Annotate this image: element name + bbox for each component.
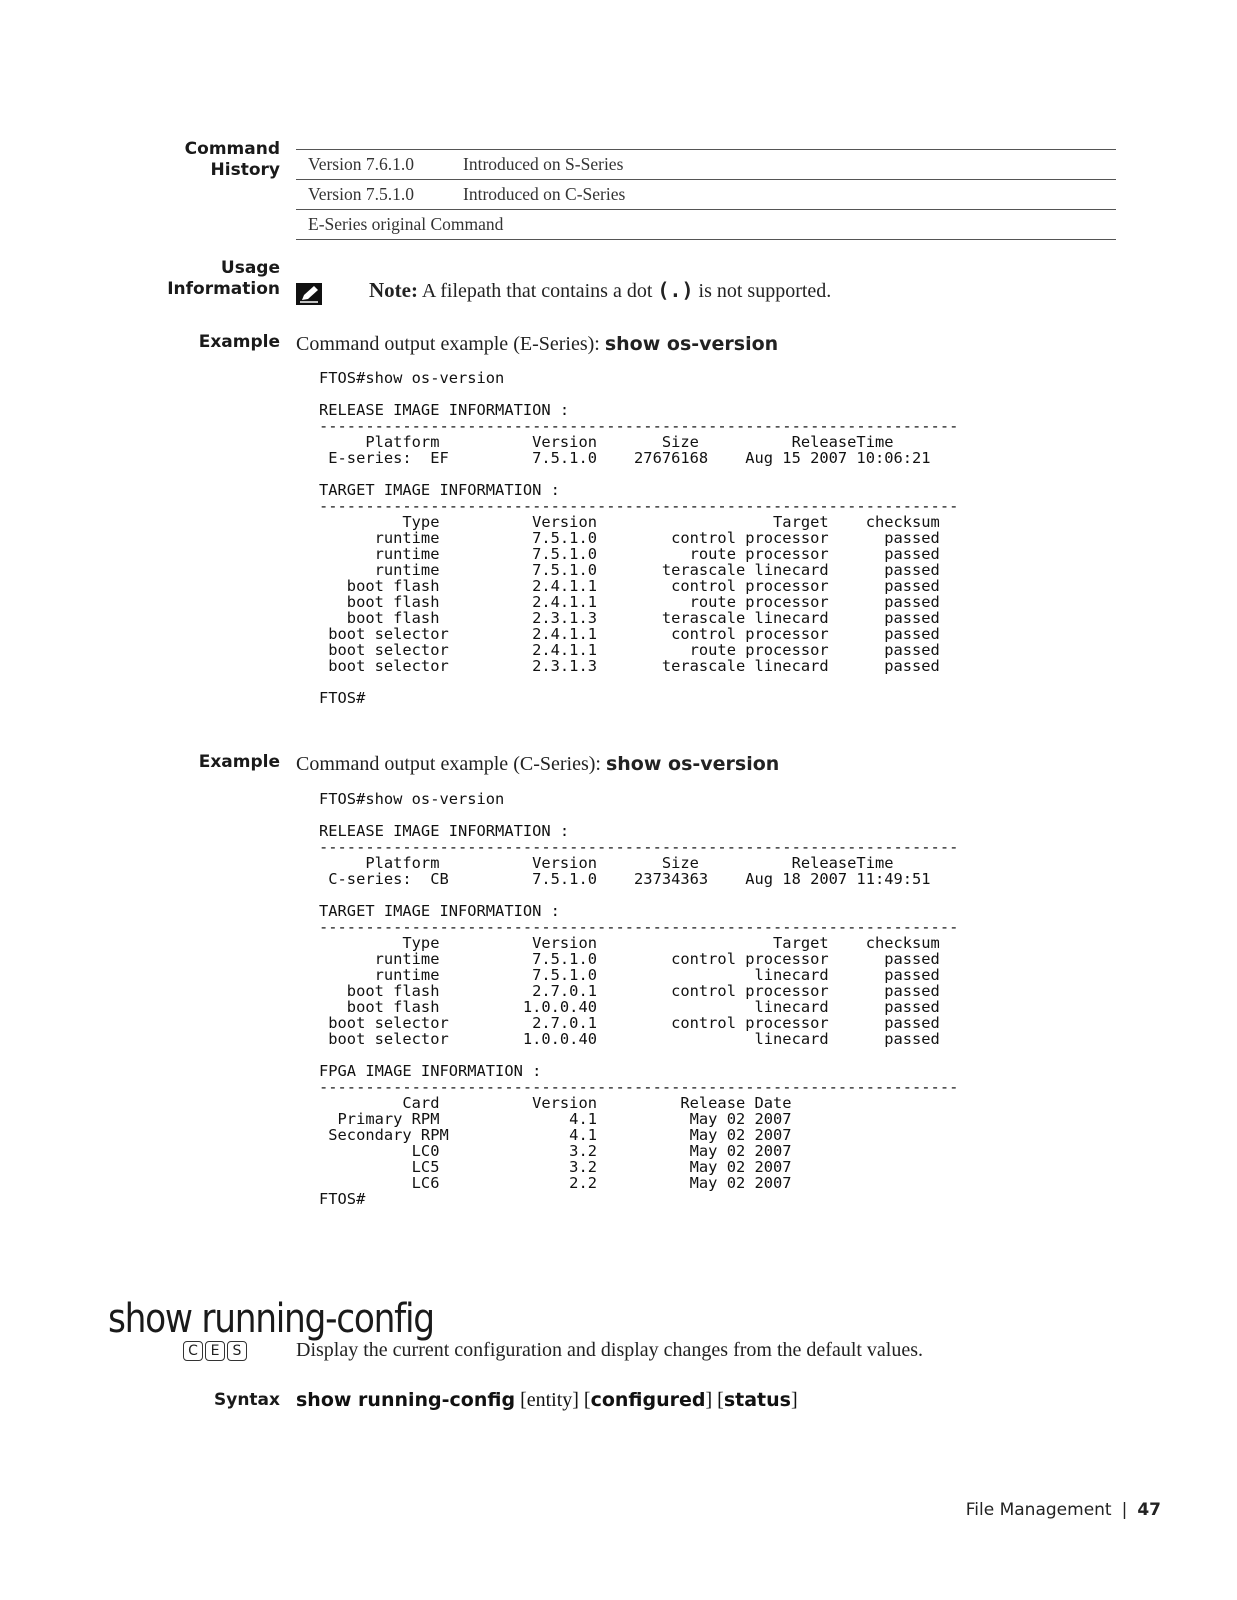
- page-footer: [966, 1500, 1161, 1520]
- usage-label-line2: Information: [167, 279, 280, 299]
- command-history-row: [296, 150, 1116, 180]
- platform-badge-e: E: [205, 1341, 225, 1361]
- note-pencil-icon: [296, 283, 322, 305]
- history-description: Introduced on S-Series: [463, 154, 624, 174]
- example-c-intro-text: Command output example (C-Series):: [296, 753, 606, 775]
- syntax-status: status: [723, 1389, 791, 1411]
- syntax-command: show running-config: [296, 1389, 516, 1411]
- platform-badges: [183, 1341, 247, 1361]
- syntax-bracket-close: ]: [790, 1389, 798, 1411]
- syntax-entity: [entity] [: [515, 1389, 591, 1411]
- syntax-bracket: ] [: [705, 1389, 724, 1411]
- usage-information-label: [167, 258, 280, 300]
- note-text: [369, 278, 831, 303]
- note-dot: (.): [657, 278, 694, 302]
- usage-label-line1: Usage: [220, 258, 280, 278]
- example-e-intro: [296, 333, 778, 356]
- example-label: Example: [198, 752, 280, 772]
- command-history-label: [185, 139, 280, 181]
- footer-page-number: 47: [1137, 1500, 1161, 1520]
- example-c-command: show os-version: [605, 753, 780, 775]
- command-history-label-line2: History: [210, 160, 280, 180]
- history-version: Version 7.5.1.0: [308, 184, 414, 204]
- section-description: Display the current configuration and display changes from the default values.: [296, 1339, 924, 1361]
- example-c-output: FTOS#show os-version RELEASE IMAGE INFORMATION : --------------------------------------------------------------------- Platform Version Size ReleaseTime C-series: CB 7.5.1.0 23734363 Aug 18 2007 11:49:51 TARGET IMAGE INFORMATION : --------------------------------------------------------------------- Type Version Target checksum runtime 7.5.1.0 control processor passed runtime 7.5.1.0 linecard passed boot flash 2.7.0.1 control processor passed boot flash 1.0.0.40 linecard passed boot selector 2.7.0.1 control processor passed boot selector 1.0.0.40 linecard passed FPGA IMAGE INFORMATION : --------------------------------------------------------------------- Card Version Release Date Primary RPM 4.1 May 02 2007 Secondary RPM 4.1 May 02 2007 LC0 3.2 May 02 2007 LC5 3.2 May 02 2007 LC6 2.2 May 02 2007 FTOS#: [319, 790, 959, 1208]
- example-label: Example: [198, 332, 280, 352]
- footer-chapter: File Management: [965, 1500, 1112, 1520]
- note-text-before: A filepath that contains a dot: [417, 280, 658, 302]
- note-label: Note:: [369, 278, 418, 302]
- history-version: E-Series original Command: [308, 214, 504, 234]
- command-history-label-line1: Command: [184, 139, 280, 159]
- syntax-label: Syntax: [214, 1390, 280, 1410]
- example-e-command: show os-version: [604, 333, 779, 355]
- example-c-intro: [296, 753, 779, 776]
- syntax-configured: configured: [590, 1389, 706, 1411]
- section-title: show running-config: [108, 1296, 434, 1342]
- example-e-intro-text: Command output example (E-Series):: [296, 333, 605, 355]
- command-history-table: [296, 149, 1116, 240]
- command-history-row: [296, 180, 1116, 210]
- note-text-after: is not supported.: [693, 280, 832, 302]
- example-e-output: FTOS#show os-version RELEASE IMAGE INFORMATION : --------------------------------------------------------------------- Platform Version Size ReleaseTime E-series: EF 7.5.1.0 27676168 Aug 15 2007 10:06:21 TARGET IMAGE INFORMATION : --------------------------------------------------------------------- Type Version Target checksum runtime 7.5.1.0 control processor passed runtime 7.5.1.0 route processor passed runtime 7.5.1.0 terascale linecard passed boot flash 2.4.1.1 control processor passed boot flash 2.4.1.1 route processor passed boot flash 2.3.1.3 terascale linecard passed boot selector 2.4.1.1 control processor passed boot selector 2.4.1.1 route processor passed boot selector 2.3.1.3 terascale linecard passed FTOS#: [319, 369, 959, 707]
- history-description: Introduced on C-Series: [463, 184, 626, 204]
- platform-badge-s: S: [227, 1341, 247, 1361]
- syntax-line: [296, 1389, 798, 1412]
- platform-badge-c: C: [183, 1341, 203, 1361]
- footer-separator: |: [1121, 1500, 1128, 1520]
- command-history-row: [296, 210, 1116, 240]
- history-version: Version 7.6.1.0: [308, 154, 414, 174]
